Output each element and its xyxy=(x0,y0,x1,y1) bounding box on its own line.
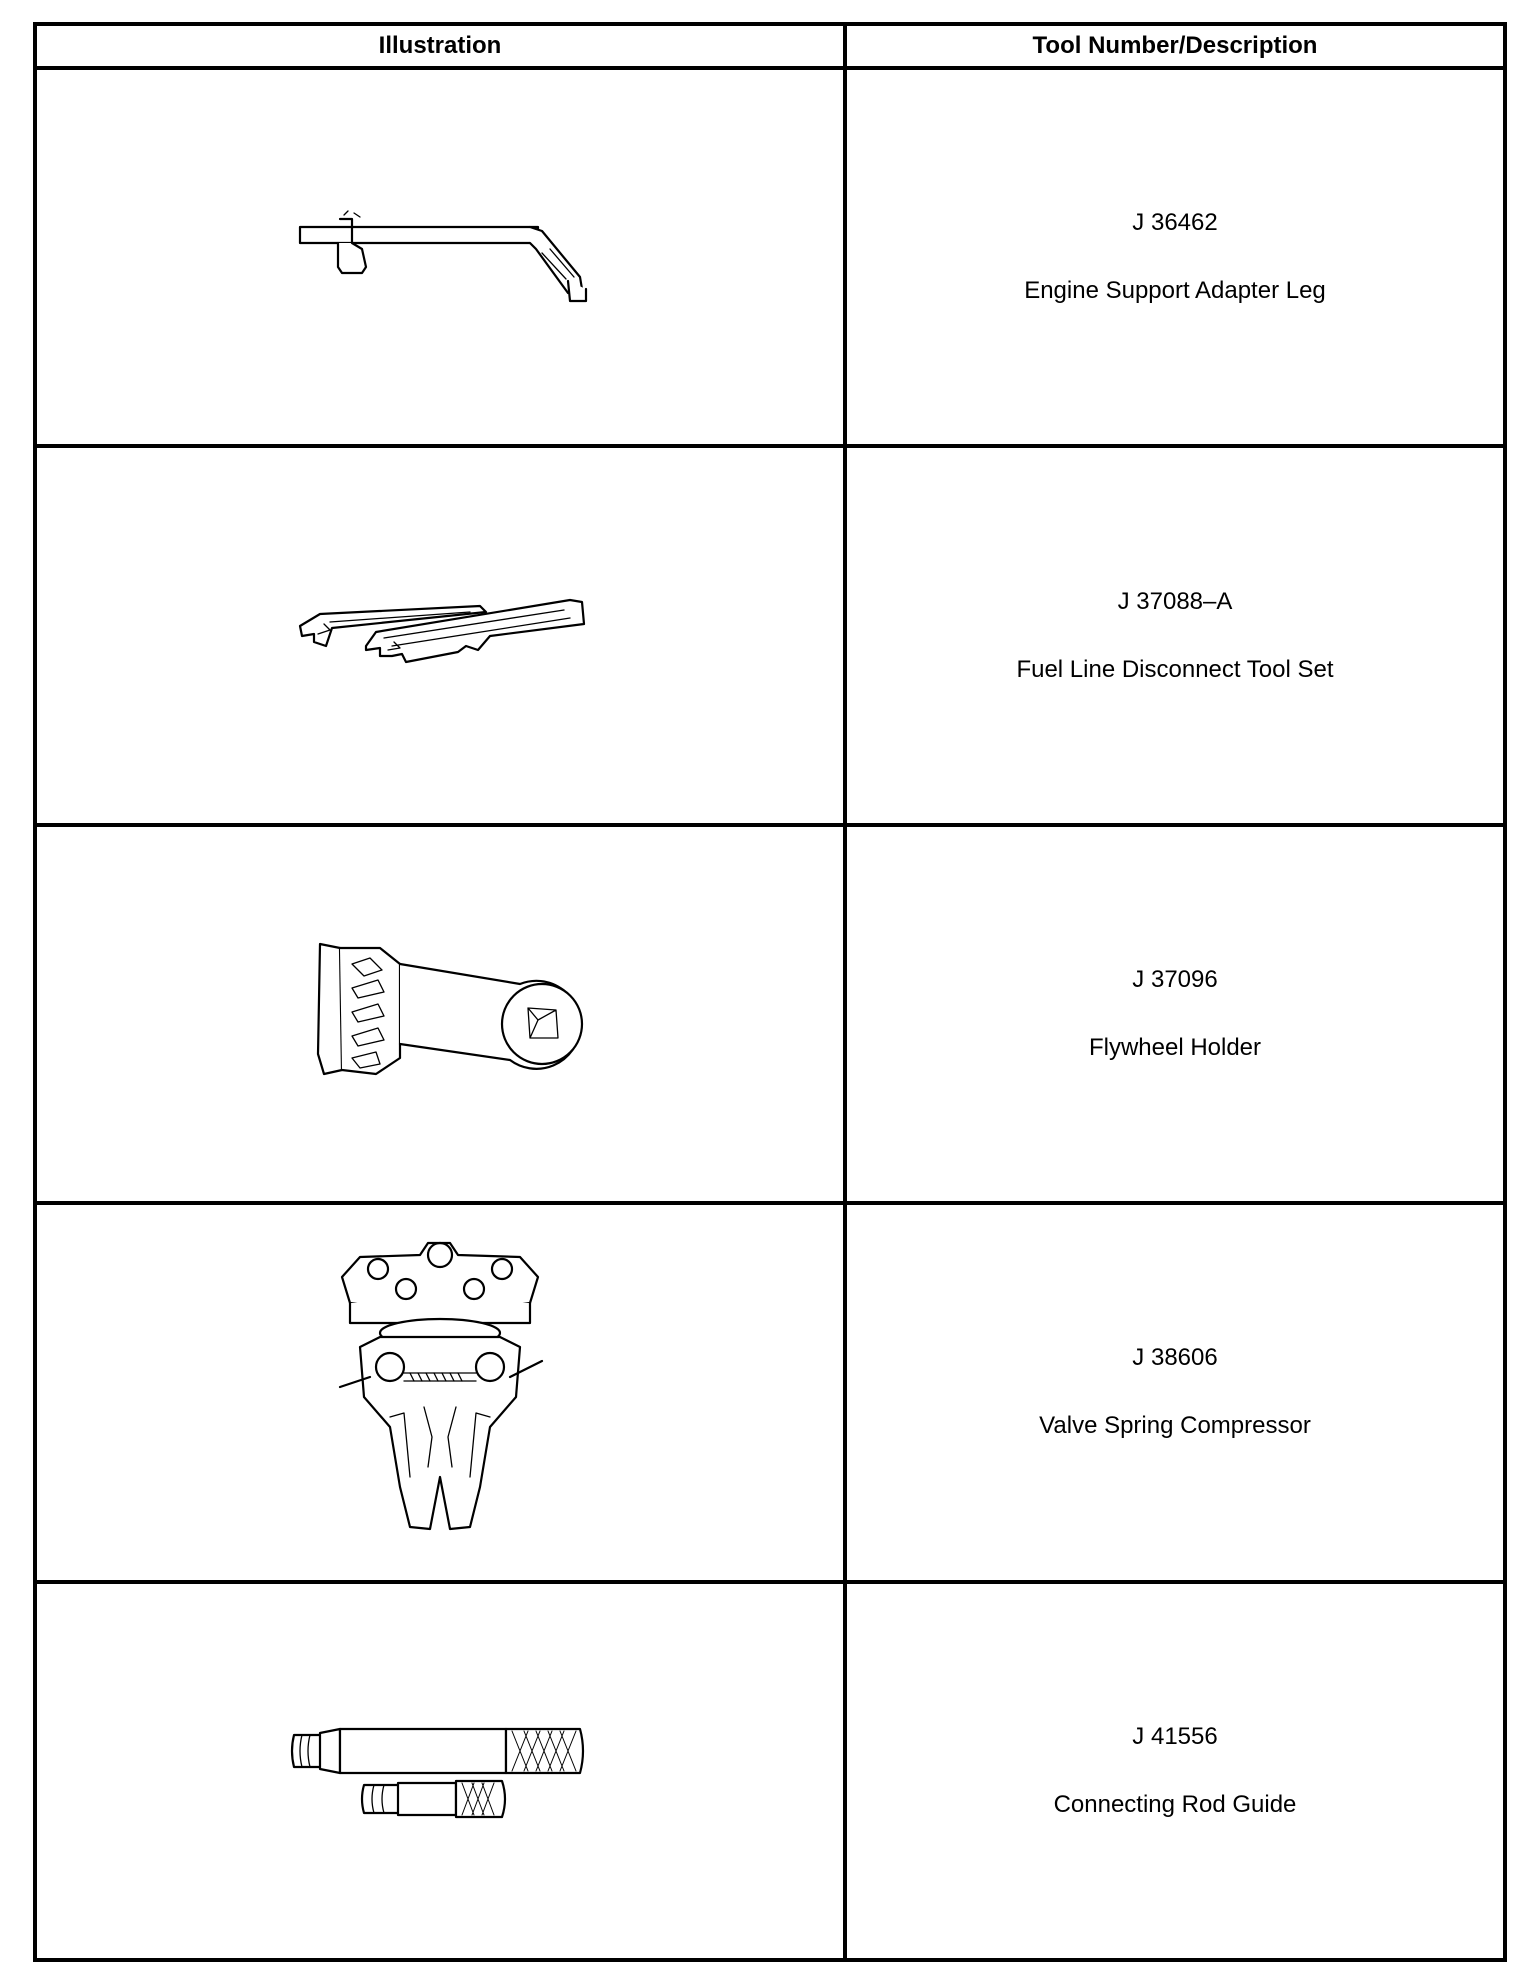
tool-number: J 38606 xyxy=(1132,1344,1218,1372)
description-cell xyxy=(845,446,1505,824)
tool-number: J 36462 xyxy=(1132,209,1218,237)
tool-number: J 37096 xyxy=(1132,965,1218,993)
description-cell xyxy=(845,1582,1505,1960)
tool-description: Engine Support Adapter Leg xyxy=(1024,277,1326,305)
table-row xyxy=(35,446,1505,824)
description-cell xyxy=(845,825,1505,1203)
tool-table xyxy=(33,22,1507,1962)
table-row xyxy=(35,68,1505,446)
header-row xyxy=(35,24,1505,68)
illustration-cell xyxy=(35,1203,845,1581)
table-row xyxy=(35,1582,1505,1960)
header-illustration: Illustration xyxy=(35,24,845,68)
table-row xyxy=(35,825,1505,1203)
illustration-cell xyxy=(35,825,845,1203)
description-cell xyxy=(845,1203,1505,1581)
tool-number: J 37088–A xyxy=(1117,587,1233,615)
description-cell xyxy=(845,68,1505,446)
illustration-cell xyxy=(35,446,845,824)
header-tool-number-description: Tool Number/Description xyxy=(845,24,1505,68)
illustration-cell xyxy=(35,1582,845,1960)
fuel-line-disconnect-tool-set-icon xyxy=(280,576,600,696)
tool-description: Flywheel Holder xyxy=(1088,1033,1262,1061)
illustration-cell xyxy=(35,68,845,446)
tool-description: Connecting Rod Guide xyxy=(1053,1790,1297,1818)
connecting-rod-guide-icon xyxy=(280,1711,600,1831)
tool-number: J 41556 xyxy=(1132,1722,1218,1750)
table-row xyxy=(35,1203,1505,1581)
flywheel-holder-icon xyxy=(280,934,600,1094)
valve-spring-compressor-icon xyxy=(320,1237,560,1547)
tool-description: Fuel Line Disconnect Tool Set xyxy=(1016,655,1334,683)
engine-support-adapter-leg-icon xyxy=(280,197,600,317)
tool-description: Valve Spring Compressor xyxy=(1039,1412,1311,1440)
